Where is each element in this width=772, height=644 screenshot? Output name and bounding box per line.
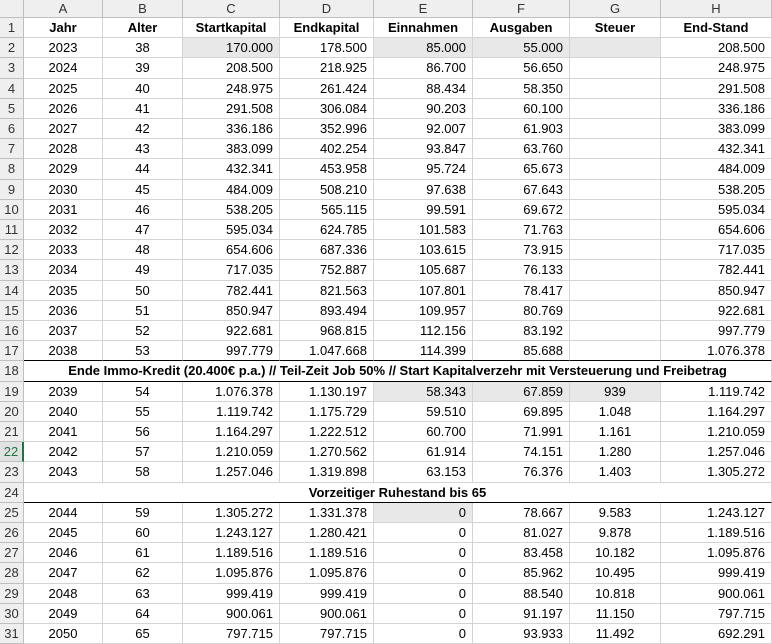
- row-header-19[interactable]: 19: [0, 382, 24, 402]
- table-cell[interactable]: 83.192: [473, 321, 570, 341]
- table-cell[interactable]: 1.119.742: [183, 402, 280, 422]
- table-cell[interactable]: 2033: [24, 240, 103, 260]
- table-cell[interactable]: 2027: [24, 119, 103, 139]
- table-cell[interactable]: 383.099: [661, 119, 772, 139]
- table-cell[interactable]: 218.925: [280, 58, 374, 78]
- table-cell[interactable]: 595.034: [183, 220, 280, 240]
- table-cell[interactable]: [570, 200, 661, 220]
- table-cell[interactable]: 291.508: [183, 99, 280, 119]
- table-cell[interactable]: 336.186: [661, 99, 772, 119]
- table-cell[interactable]: 114.399: [374, 341, 473, 361]
- table-cell[interactable]: 2046: [24, 543, 103, 563]
- table-cell[interactable]: 62: [103, 563, 183, 583]
- table-cell[interactable]: 2025: [24, 79, 103, 99]
- column-header-c[interactable]: C: [183, 0, 280, 18]
- table-cell[interactable]: 69.895: [473, 402, 570, 422]
- row-header-23[interactable]: 23: [0, 462, 24, 482]
- table-cell[interactable]: 624.785: [280, 220, 374, 240]
- table-cell[interactable]: 2031: [24, 200, 103, 220]
- table-cell[interactable]: 54: [103, 382, 183, 402]
- table-cell[interactable]: 46: [103, 200, 183, 220]
- table-cell[interactable]: 687.336: [280, 240, 374, 260]
- table-cell[interactable]: 80.769: [473, 301, 570, 321]
- table-cell[interactable]: 93.847: [374, 139, 473, 159]
- table-cell[interactable]: 821.563: [280, 281, 374, 301]
- row-header-17[interactable]: 17: [0, 341, 24, 361]
- table-cell[interactable]: 1.331.378: [280, 503, 374, 523]
- table-cell[interactable]: 2026: [24, 99, 103, 119]
- table-cell[interactable]: 432.341: [183, 159, 280, 179]
- table-cell[interactable]: 81.027: [473, 523, 570, 543]
- table-cell[interactable]: 1.270.562: [280, 442, 374, 462]
- table-cell[interactable]: 1.403: [570, 462, 661, 482]
- table-cell[interactable]: 45: [103, 180, 183, 200]
- merged-section-label[interactable]: Ende Immo-Kredit (20.400€ p.a.) // Teil-Zeit Job 50% // Start Kapitalverzehr mit Versteuerung und Freibetrag: [24, 361, 772, 381]
- table-cell[interactable]: 65.673: [473, 159, 570, 179]
- column-header-a[interactable]: A: [24, 0, 103, 18]
- table-cell[interactable]: 178.500: [280, 38, 374, 58]
- table-cell[interactable]: 999.419: [280, 584, 374, 604]
- table-cell[interactable]: 2032: [24, 220, 103, 240]
- table-cell[interactable]: 97.638: [374, 180, 473, 200]
- table-cell[interactable]: 1.189.516: [183, 543, 280, 563]
- table-cell[interactable]: 997.779: [661, 321, 772, 341]
- table-cell[interactable]: 968.815: [280, 321, 374, 341]
- table-cell[interactable]: 58.350: [473, 79, 570, 99]
- table-cell[interactable]: [570, 301, 661, 321]
- table-cell[interactable]: 336.186: [183, 119, 280, 139]
- table-cell[interactable]: 0: [374, 523, 473, 543]
- table-cell[interactable]: [570, 341, 661, 361]
- header-cell-startkapital[interactable]: Startkapital: [183, 18, 280, 38]
- table-cell[interactable]: 95.724: [374, 159, 473, 179]
- table-cell[interactable]: 1.164.297: [661, 402, 772, 422]
- table-cell[interactable]: 1.210.059: [661, 422, 772, 442]
- table-cell[interactable]: 58.343: [374, 382, 473, 402]
- table-cell[interactable]: 1.164.297: [183, 422, 280, 442]
- table-cell[interactable]: 782.441: [661, 260, 772, 280]
- table-cell[interactable]: 999.419: [183, 584, 280, 604]
- table-cell[interactable]: 49: [103, 260, 183, 280]
- row-header-5[interactable]: 5: [0, 99, 24, 119]
- table-cell[interactable]: 86.700: [374, 58, 473, 78]
- table-cell[interactable]: 57: [103, 442, 183, 462]
- table-cell[interactable]: 112.156: [374, 321, 473, 341]
- table-cell[interactable]: 47: [103, 220, 183, 240]
- row-header-22[interactable]: 22: [0, 442, 24, 462]
- table-cell[interactable]: 797.715: [280, 624, 374, 644]
- table-cell[interactable]: 78.417: [473, 281, 570, 301]
- table-cell[interactable]: 38: [103, 38, 183, 58]
- table-cell[interactable]: 893.494: [280, 301, 374, 321]
- table-cell[interactable]: 1.222.512: [280, 422, 374, 442]
- table-cell[interactable]: [570, 119, 661, 139]
- row-header-31[interactable]: 31: [0, 624, 24, 644]
- table-cell[interactable]: 1.076.378: [183, 382, 280, 402]
- row-header-12[interactable]: 12: [0, 240, 24, 260]
- row-header-10[interactable]: 10: [0, 200, 24, 220]
- table-cell[interactable]: [570, 180, 661, 200]
- row-header-30[interactable]: 30: [0, 604, 24, 624]
- table-cell[interactable]: 40: [103, 79, 183, 99]
- table-cell[interactable]: 61: [103, 543, 183, 563]
- table-cell[interactable]: 850.947: [661, 281, 772, 301]
- table-cell[interactable]: 44: [103, 159, 183, 179]
- table-cell[interactable]: 10.182: [570, 543, 661, 563]
- table-cell[interactable]: 538.205: [661, 180, 772, 200]
- table-cell[interactable]: 85.688: [473, 341, 570, 361]
- table-cell[interactable]: 71.763: [473, 220, 570, 240]
- table-cell[interactable]: 76.133: [473, 260, 570, 280]
- table-cell[interactable]: 402.254: [280, 139, 374, 159]
- row-header-7[interactable]: 7: [0, 139, 24, 159]
- table-cell[interactable]: 83.458: [473, 543, 570, 563]
- table-cell[interactable]: 1.095.876: [661, 543, 772, 563]
- table-cell[interactable]: 39: [103, 58, 183, 78]
- table-cell[interactable]: 922.681: [661, 301, 772, 321]
- table-cell[interactable]: 717.035: [183, 260, 280, 280]
- row-header-14[interactable]: 14: [0, 281, 24, 301]
- table-cell[interactable]: 0: [374, 624, 473, 644]
- table-cell[interactable]: 306.084: [280, 99, 374, 119]
- table-cell[interactable]: [570, 260, 661, 280]
- table-cell[interactable]: 1.161: [570, 422, 661, 442]
- table-cell[interactable]: 2036: [24, 301, 103, 321]
- table-cell[interactable]: 1.130.197: [280, 382, 374, 402]
- header-cell-endkapital[interactable]: Endkapital: [280, 18, 374, 38]
- table-cell[interactable]: 61.903: [473, 119, 570, 139]
- table-cell[interactable]: 60.100: [473, 99, 570, 119]
- table-cell[interactable]: 65: [103, 624, 183, 644]
- table-cell[interactable]: 2038: [24, 341, 103, 361]
- table-cell[interactable]: 2045: [24, 523, 103, 543]
- table-cell[interactable]: 2041: [24, 422, 103, 442]
- table-cell[interactable]: 2039: [24, 382, 103, 402]
- table-cell[interactable]: 61.914: [374, 442, 473, 462]
- table-cell[interactable]: 71.991: [473, 422, 570, 442]
- table-cell[interactable]: 208.500: [661, 38, 772, 58]
- row-header-1[interactable]: 1: [0, 18, 24, 38]
- table-cell[interactable]: 0: [374, 604, 473, 624]
- table-cell[interactable]: 99.591: [374, 200, 473, 220]
- table-cell[interactable]: 0: [374, 563, 473, 583]
- table-cell[interactable]: 2043: [24, 462, 103, 482]
- table-cell[interactable]: [570, 139, 661, 159]
- table-cell[interactable]: 64: [103, 604, 183, 624]
- table-cell[interactable]: 69.672: [473, 200, 570, 220]
- column-header-f[interactable]: F: [473, 0, 570, 18]
- table-cell[interactable]: 1.243.127: [183, 523, 280, 543]
- column-header-d[interactable]: D: [280, 0, 374, 18]
- table-cell[interactable]: 2044: [24, 503, 103, 523]
- table-cell[interactable]: 248.975: [661, 58, 772, 78]
- table-cell[interactable]: 10.495: [570, 563, 661, 583]
- table-cell[interactable]: 565.115: [280, 200, 374, 220]
- row-header-3[interactable]: 3: [0, 58, 24, 78]
- table-cell[interactable]: 1.210.059: [183, 442, 280, 462]
- table-cell[interactable]: 1.048: [570, 402, 661, 422]
- table-cell[interactable]: 782.441: [183, 281, 280, 301]
- row-header-11[interactable]: 11: [0, 220, 24, 240]
- table-cell[interactable]: 2042: [24, 442, 103, 462]
- table-cell[interactable]: 2049: [24, 604, 103, 624]
- table-cell[interactable]: 109.957: [374, 301, 473, 321]
- table-cell[interactable]: 997.779: [183, 341, 280, 361]
- table-cell[interactable]: 88.540: [473, 584, 570, 604]
- table-cell[interactable]: [570, 159, 661, 179]
- table-cell[interactable]: 1.076.378: [661, 341, 772, 361]
- table-cell[interactable]: 41: [103, 99, 183, 119]
- table-cell[interactable]: 91.197: [473, 604, 570, 624]
- header-cell-einnahmen[interactable]: Einnahmen: [374, 18, 473, 38]
- table-cell[interactable]: 88.434: [374, 79, 473, 99]
- row-header-4[interactable]: 4: [0, 79, 24, 99]
- table-cell[interactable]: 2029: [24, 159, 103, 179]
- table-cell[interactable]: [570, 240, 661, 260]
- table-cell[interactable]: [570, 58, 661, 78]
- table-cell[interactable]: 1.280: [570, 442, 661, 462]
- table-cell[interactable]: 383.099: [183, 139, 280, 159]
- table-cell[interactable]: 2047: [24, 563, 103, 583]
- merged-section-label[interactable]: Vorzeitiger Ruhestand bis 65: [24, 483, 772, 503]
- table-cell[interactable]: 2040: [24, 402, 103, 422]
- row-header-6[interactable]: 6: [0, 119, 24, 139]
- table-cell[interactable]: 78.667: [473, 503, 570, 523]
- table-cell[interactable]: 0: [374, 584, 473, 604]
- table-cell[interactable]: 1.119.742: [661, 382, 772, 402]
- table-cell[interactable]: 63: [103, 584, 183, 604]
- table-cell[interactable]: 939: [570, 382, 661, 402]
- table-cell[interactable]: 85.962: [473, 563, 570, 583]
- table-cell[interactable]: 85.000: [374, 38, 473, 58]
- table-cell[interactable]: 73.915: [473, 240, 570, 260]
- table-cell[interactable]: 59: [103, 503, 183, 523]
- table-cell[interactable]: 1.280.421: [280, 523, 374, 543]
- row-header-27[interactable]: 27: [0, 543, 24, 563]
- table-cell[interactable]: 1.257.046: [183, 462, 280, 482]
- table-cell[interactable]: 11.150: [570, 604, 661, 624]
- table-cell[interactable]: 55: [103, 402, 183, 422]
- table-cell[interactable]: 103.615: [374, 240, 473, 260]
- table-cell[interactable]: [570, 220, 661, 240]
- table-cell[interactable]: 2024: [24, 58, 103, 78]
- select-all-corner[interactable]: [0, 0, 24, 18]
- table-cell[interactable]: 52: [103, 321, 183, 341]
- table-cell[interactable]: 1.257.046: [661, 442, 772, 462]
- table-cell[interactable]: 922.681: [183, 321, 280, 341]
- table-cell[interactable]: 63.760: [473, 139, 570, 159]
- row-header-26[interactable]: 26: [0, 523, 24, 543]
- row-header-16[interactable]: 16: [0, 321, 24, 341]
- table-cell[interactable]: 1.047.668: [280, 341, 374, 361]
- table-cell[interactable]: [570, 38, 661, 58]
- row-header-15[interactable]: 15: [0, 301, 24, 321]
- table-cell[interactable]: 105.687: [374, 260, 473, 280]
- table-cell[interactable]: 1.189.516: [661, 523, 772, 543]
- table-cell[interactable]: 92.007: [374, 119, 473, 139]
- table-cell[interactable]: 752.887: [280, 260, 374, 280]
- table-cell[interactable]: 797.715: [661, 604, 772, 624]
- table-cell[interactable]: [570, 79, 661, 99]
- table-cell[interactable]: 1.305.272: [183, 503, 280, 523]
- table-cell[interactable]: 508.210: [280, 180, 374, 200]
- table-cell[interactable]: 55.000: [473, 38, 570, 58]
- table-cell[interactable]: 900.061: [280, 604, 374, 624]
- row-header-9[interactable]: 9: [0, 180, 24, 200]
- table-cell[interactable]: 1.189.516: [280, 543, 374, 563]
- table-cell[interactable]: 2037: [24, 321, 103, 341]
- table-cell[interactable]: 58: [103, 462, 183, 482]
- table-cell[interactable]: 56.650: [473, 58, 570, 78]
- row-header-20[interactable]: 20: [0, 402, 24, 422]
- table-cell[interactable]: 56: [103, 422, 183, 442]
- row-header-29[interactable]: 29: [0, 584, 24, 604]
- header-cell-jahr[interactable]: Jahr: [24, 18, 103, 38]
- table-cell[interactable]: 717.035: [661, 240, 772, 260]
- row-header-13[interactable]: 13: [0, 260, 24, 280]
- table-cell[interactable]: 2028: [24, 139, 103, 159]
- table-cell[interactable]: [570, 99, 661, 119]
- table-cell[interactable]: 43: [103, 139, 183, 159]
- table-cell[interactable]: 797.715: [183, 624, 280, 644]
- table-cell[interactable]: 1.175.729: [280, 402, 374, 422]
- header-cell-ausgaben[interactable]: Ausgaben: [473, 18, 570, 38]
- row-header-2[interactable]: 2: [0, 38, 24, 58]
- table-cell[interactable]: 48: [103, 240, 183, 260]
- table-cell[interactable]: 900.061: [183, 604, 280, 624]
- table-cell[interactable]: 2050: [24, 624, 103, 644]
- table-cell[interactable]: 76.376: [473, 462, 570, 482]
- column-header-h[interactable]: H: [661, 0, 772, 18]
- table-cell[interactable]: 654.606: [183, 240, 280, 260]
- table-cell[interactable]: 291.508: [661, 79, 772, 99]
- row-header-24[interactable]: 24: [0, 483, 24, 503]
- table-cell[interactable]: [570, 281, 661, 301]
- table-cell[interactable]: [570, 321, 661, 341]
- table-cell[interactable]: 1.319.898: [280, 462, 374, 482]
- table-cell[interactable]: 484.009: [183, 180, 280, 200]
- row-header-8[interactable]: 8: [0, 159, 24, 179]
- header-cell-end-stand[interactable]: End-Stand: [661, 18, 772, 38]
- table-cell[interactable]: 432.341: [661, 139, 772, 159]
- table-cell[interactable]: 53: [103, 341, 183, 361]
- table-cell[interactable]: 2030: [24, 180, 103, 200]
- table-cell[interactable]: 352.996: [280, 119, 374, 139]
- row-header-28[interactable]: 28: [0, 563, 24, 583]
- table-cell[interactable]: 74.151: [473, 442, 570, 462]
- table-cell[interactable]: 60: [103, 523, 183, 543]
- table-cell[interactable]: 170.000: [183, 38, 280, 58]
- table-cell[interactable]: 850.947: [183, 301, 280, 321]
- table-cell[interactable]: 67.859: [473, 382, 570, 402]
- table-cell[interactable]: 107.801: [374, 281, 473, 301]
- header-cell-steuer[interactable]: Steuer: [570, 18, 661, 38]
- table-cell[interactable]: 51: [103, 301, 183, 321]
- table-cell[interactable]: 2023: [24, 38, 103, 58]
- table-cell[interactable]: 60.700: [374, 422, 473, 442]
- table-cell[interactable]: 2035: [24, 281, 103, 301]
- table-cell[interactable]: 93.933: [473, 624, 570, 644]
- table-cell[interactable]: 0: [374, 503, 473, 523]
- table-cell[interactable]: 692.291: [661, 624, 772, 644]
- row-header-21[interactable]: 21: [0, 422, 24, 442]
- table-cell[interactable]: 484.009: [661, 159, 772, 179]
- table-cell[interactable]: 42: [103, 119, 183, 139]
- table-cell[interactable]: 900.061: [661, 584, 772, 604]
- table-cell[interactable]: 63.153: [374, 462, 473, 482]
- table-cell[interactable]: 1.095.876: [280, 563, 374, 583]
- table-cell[interactable]: 1.095.876: [183, 563, 280, 583]
- table-cell[interactable]: 0: [374, 543, 473, 563]
- table-cell[interactable]: 50: [103, 281, 183, 301]
- table-cell[interactable]: 999.419: [661, 563, 772, 583]
- row-header-25[interactable]: 25: [0, 503, 24, 523]
- column-header-g[interactable]: G: [570, 0, 661, 18]
- table-cell[interactable]: 59.510: [374, 402, 473, 422]
- table-cell[interactable]: 11.492: [570, 624, 661, 644]
- table-cell[interactable]: 101.583: [374, 220, 473, 240]
- table-cell[interactable]: 9.583: [570, 503, 661, 523]
- table-cell[interactable]: 261.424: [280, 79, 374, 99]
- table-cell[interactable]: 1.243.127: [661, 503, 772, 523]
- header-cell-alter[interactable]: Alter: [103, 18, 183, 38]
- row-header-18[interactable]: 18: [0, 361, 24, 381]
- table-cell[interactable]: 90.203: [374, 99, 473, 119]
- table-cell[interactable]: 1.305.272: [661, 462, 772, 482]
- table-cell[interactable]: 453.958: [280, 159, 374, 179]
- table-cell[interactable]: 654.606: [661, 220, 772, 240]
- table-cell[interactable]: 248.975: [183, 79, 280, 99]
- column-header-e[interactable]: E: [374, 0, 473, 18]
- table-cell[interactable]: 2034: [24, 260, 103, 280]
- table-cell[interactable]: 208.500: [183, 58, 280, 78]
- column-header-b[interactable]: B: [103, 0, 183, 18]
- table-cell[interactable]: 595.034: [661, 200, 772, 220]
- table-cell[interactable]: 9.878: [570, 523, 661, 543]
- table-cell[interactable]: 10.818: [570, 584, 661, 604]
- table-cell[interactable]: 538.205: [183, 200, 280, 220]
- table-cell[interactable]: 2048: [24, 584, 103, 604]
- table-cell[interactable]: 67.643: [473, 180, 570, 200]
